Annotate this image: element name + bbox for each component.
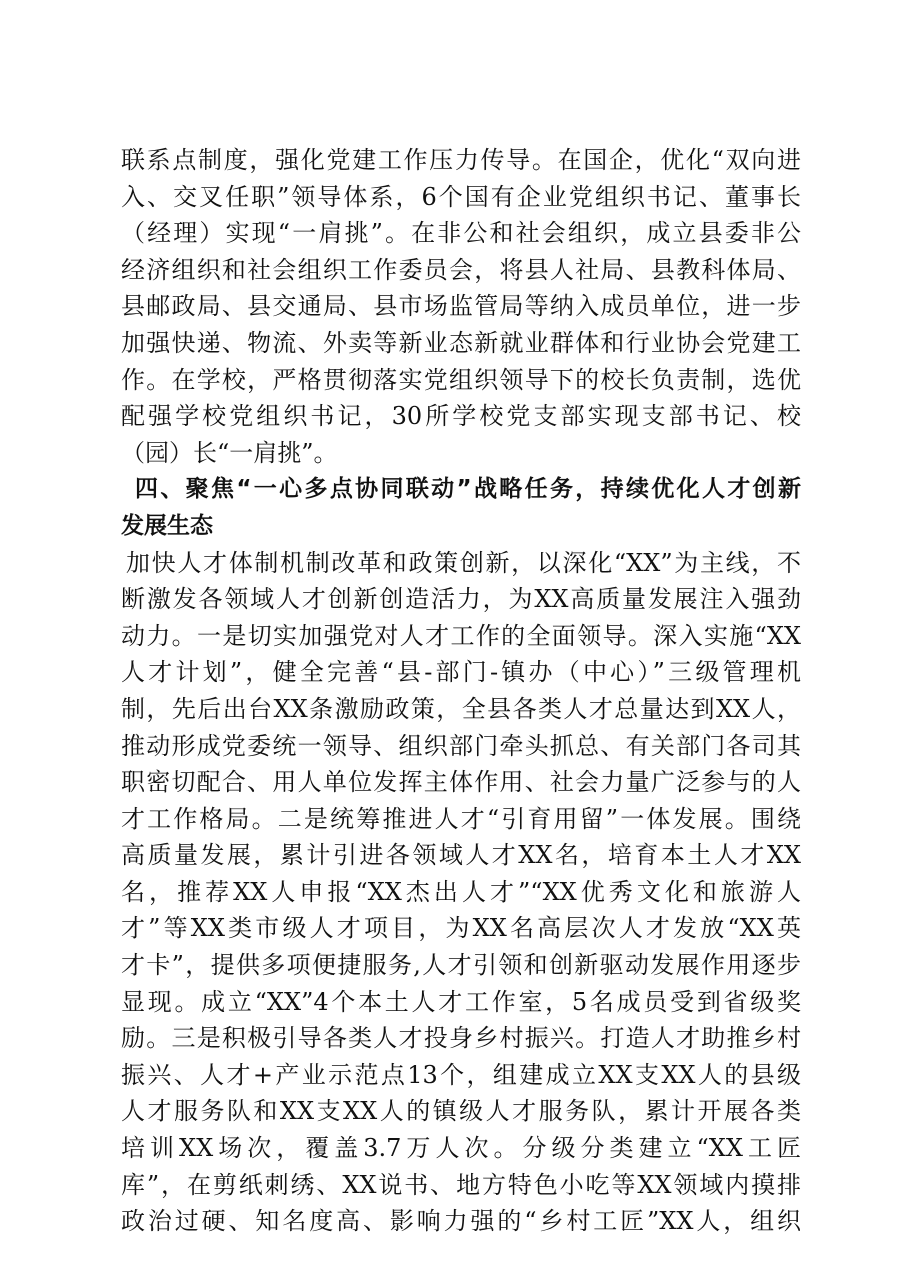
text-line: 名，推荐XX人申报“XX杰出人才”“XX优秀文化和旅游人 [121, 877, 801, 906]
text-line: 加强快递、物流、外卖等新业态新就业群体和行业协会党建工 [121, 328, 801, 357]
text-line: 配强学校党组织书记，30所学校党支部实现支部书记、校 [121, 402, 801, 431]
text-line: （园）长“一肩挑”。 [121, 438, 338, 467]
paragraph-party-building [121, 142, 801, 471]
text-line: 振兴、人才+产业示范点13个，组建成立XX支XX人的县级 [121, 1060, 801, 1089]
text-line: （经理）实现“一肩挑”。在非公和社会组织，成立县委非公 [121, 219, 801, 248]
text-line: 断激发各领域人才创新创造活力，为XX高质量发展注入强劲 [121, 585, 801, 614]
text-line: 加快人才体制机制改革和政策创新，以深化“XX”为主线，不 [126, 548, 801, 577]
text-line: 高质量发展，累计引进各领域人才XX名，培育本土人才XX [121, 841, 801, 870]
paragraph-talent [121, 545, 801, 1240]
text-line: 经济组织和社会组织工作委员会，将县人社局、县教科体局、 [121, 255, 801, 284]
text-line: 县邮政局、县交通局、县市场监管局等纳入成员单位，进一步 [121, 292, 801, 321]
text-line: 才工作格局。二是统筹推进人才“引育用留”一体发展。围绕 [121, 804, 801, 833]
text-line: 政治过硬、知名度高、影响力强的“乡村工匠”XX人，组织 [121, 1207, 801, 1236]
text-line: 显现。成立“XX”4个本土人才工作室，5名成员受到省级奖 [121, 987, 801, 1016]
text-line: 人才服务队和XX支XX人的镇级人才服务队，累计开展各类 [121, 1097, 801, 1126]
text-line: 库”，在剪纸刺绣、XX说书、地方特色小吃等XX领域内摸排 [121, 1170, 801, 1199]
document-body [121, 142, 801, 1240]
section-heading [121, 471, 801, 544]
text-line: 推动形成党委统一领导、组织部门牵头抓总、有关部门各司其 [121, 731, 801, 760]
text-line: 制，先后出台XX条激励政策，全县各类人才总量达到XX人， [121, 694, 801, 723]
text-line: 培训XX场次，覆盖3.7万人次。分级分类建立“XX工匠 [121, 1134, 801, 1163]
text-line: 职密切配合、用人单位发挥主体作用、社会力量广泛参与的人 [121, 768, 801, 797]
text-line: 入、交叉任职”领导体系，6个国有企业党组织书记、董事长 [121, 182, 801, 211]
text-line: 联系点制度，强化党建工作压力传导。在国企，优化“双向进 [121, 146, 801, 174]
text-line: 励。三是积极引导各类人才投身乡村振兴。打造人才助推乡村 [121, 1024, 801, 1053]
heading-line: 四、聚焦“一心多点协同联动”战略任务，持续优化人才创新 [135, 476, 801, 503]
text-line: 才”等XX类市级人才项目，为XX名高层次人才发放“XX英 [121, 914, 801, 943]
text-line: 人才计划”，健全完善“县-部门-镇办（中心）”三级管理机 [121, 658, 801, 687]
text-line: 才卡”，提供多项便捷服务,人才引领和创新驱动发展作用逐步 [121, 951, 801, 980]
text-line: 动力。一是切实加强党对人才工作的全面领导。深入实施“XX [121, 621, 801, 650]
text-line: 作。在学校，严格贯彻落实党组织领导下的校长负责制，选优 [121, 365, 801, 394]
heading-line: 发展生态 [121, 512, 213, 539]
